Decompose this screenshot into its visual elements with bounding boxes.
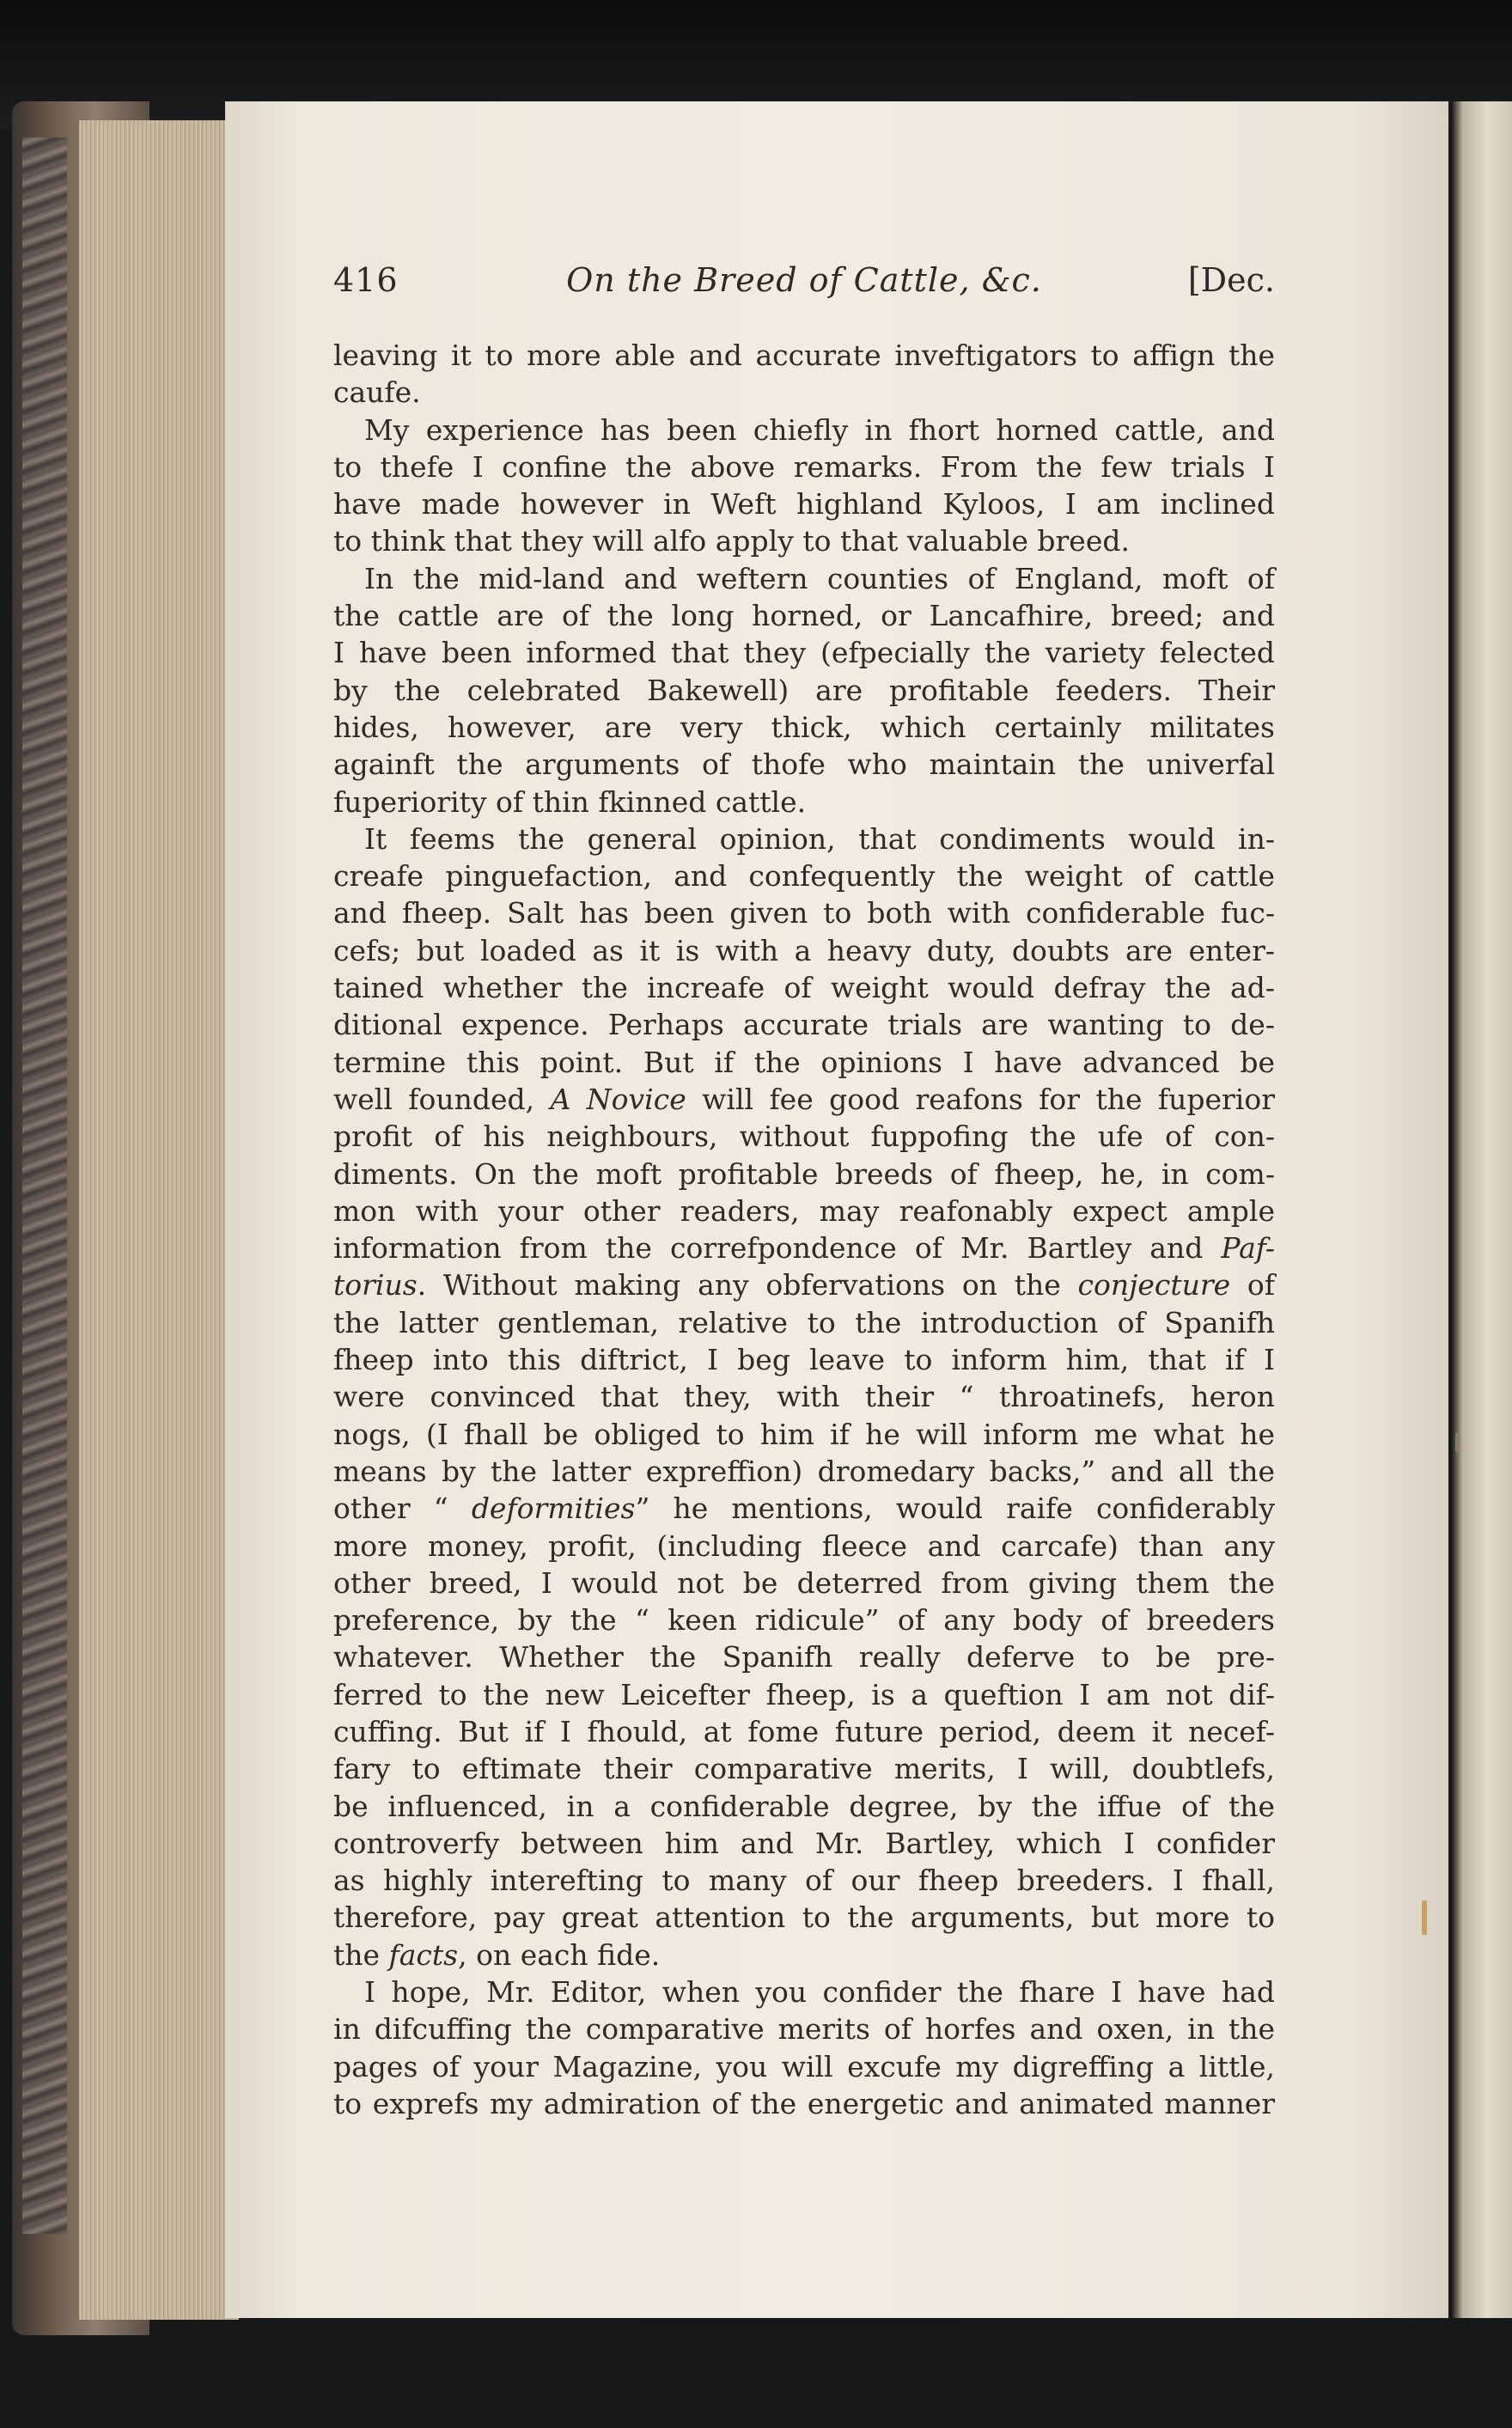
text-segment: information from the correfpondence of Mr. Bartley and — [333, 1231, 1222, 1266]
text-line: diments. On the moft profitable breeds of fheep, he, in com- — [333, 1156, 1275, 1191]
italic-text: facts — [388, 1937, 459, 1972]
italic-text: deformities — [471, 1492, 636, 1526]
page-stain — [1422, 1900, 1427, 1935]
text-line — [333, 1081, 1275, 1118]
text-line: againft the arguments of thofe who maintain the univerfal — [333, 747, 1275, 782]
running-header — [333, 258, 1275, 309]
text-line: ferred to the new Leicefter fheep, is a queftion I am not dif- — [333, 1677, 1275, 1711]
italic-text: A Novice — [550, 1082, 686, 1116]
text-line: fheep into this diftrict, I beg leave to inform him, that if I — [333, 1343, 1275, 1377]
text-segment: ” he mentions, would raife confiderably — [635, 1492, 1275, 1526]
text-line: therefore, pay great attention to the arguments, but more to — [333, 1900, 1275, 1935]
text-segment: of — [1230, 1268, 1275, 1302]
text-line: the cattle are of the long horned, or Lancafhire, breed; and — [333, 599, 1275, 633]
text-line: have made however in Weft highland Kyloos, I am inclined — [333, 487, 1275, 522]
text-line: fary to eftimate their comparative merits, I will, doubtlefs, — [333, 1752, 1275, 1786]
text-line: nogs, (I fhall be obliged to him if he will inform me what he — [333, 1417, 1275, 1451]
text-line: leaving it to more able and accurate inveftigators to affign the — [333, 339, 1275, 372]
text-line: whatever. Whether the Spanifh really deferve to be pre- — [333, 1640, 1275, 1675]
text-line: hides, however, are very thick, which certainly militates — [333, 710, 1275, 744]
text-segment: will fee good reafons for the fuperior — [686, 1082, 1275, 1116]
text-line: be influenced, in a confiderable degree, by the iffue of the — [333, 1789, 1275, 1823]
text-line: more money, profit, (including fleece and carcafe) than any — [333, 1528, 1275, 1563]
text-line: the latter gentleman, relative to the introduction of Spanifh — [333, 1305, 1275, 1339]
text-segment: well founded, — [333, 1082, 551, 1116]
facing-page-edge — [1452, 101, 1512, 2318]
text-line: I hope, Mr. Editor, when you confider the fhare I have had — [364, 1975, 1275, 2010]
body-text — [333, 337, 1275, 2122]
italic-text: Paf- — [1221, 1231, 1275, 1266]
page-stain — [1455, 1433, 1459, 1452]
text-line: termine this point. But if the opinions I have advanced be — [333, 1045, 1275, 1079]
text-line: in difcuffing the comparative merits of horfes and oxen, in the — [333, 2012, 1275, 2047]
text-line: preference, by the “ keen ridicule” of any body of breeders — [333, 1603, 1275, 1638]
text-line: In the mid-land and weftern counties of England, moft of — [364, 561, 1275, 595]
text-line: My experience has been chiefly in fhort horned cattle, and — [364, 412, 1275, 447]
running-title: On the Breed of Cattle, &c. — [566, 261, 1042, 299]
text-line: I have been informed that they (efpecially the variety felected — [333, 636, 1275, 670]
text-line — [333, 1229, 1275, 1266]
text-line: profit of his neighbours, without fuppofing the ufe of con- — [333, 1119, 1275, 1154]
text-line: ditional expence. Perhaps accurate trials are wanting to de- — [333, 1008, 1275, 1042]
text-line: by the celebrated Bakewell) are profitable feeders. Their — [333, 673, 1275, 707]
text-line: pages of your Magazine, you will excufe my digreffing a little, — [333, 2049, 1275, 2083]
page-edges — [79, 120, 239, 2320]
text-line — [333, 1266, 1275, 1303]
header-month: [Dec. — [1187, 261, 1275, 299]
text-line: cefs; but loaded as it is with a heavy duty, doubts are enter- — [333, 933, 1275, 967]
page-number: 416 — [333, 261, 399, 299]
text-line: and fheep. Salt has been given to both with confiderable fuc- — [333, 896, 1275, 930]
text-line: caufe. — [333, 375, 421, 410]
text-line: as highly interefting to many of our fheep breeders. I fhall, — [333, 1864, 1275, 1898]
text-line — [333, 1490, 1275, 1527]
text-line: cuffing. But if I fhould, at fome future period, deem it necef- — [333, 1714, 1275, 1748]
text-line: tained whether the increafe of weight would defray the ad- — [333, 971, 1275, 1005]
text-line: mon with your other readers, may reafonably expect ample — [333, 1193, 1275, 1228]
italic-text: conjecture — [1077, 1268, 1231, 1302]
text-segment: . Without making any obfervations on the — [417, 1268, 1078, 1302]
text-line: means by the latter expreffion) dromedary backs,” and all the — [333, 1454, 1275, 1488]
text-line: It feems the general opinion, that condiments would in- — [364, 821, 1275, 856]
text-line: to thefe I confine the above remarks. From the few trials I — [333, 449, 1275, 484]
text-line — [333, 1937, 1275, 1974]
text-line: creafe pinguefaction, and confequently the weight of cattle — [333, 859, 1275, 894]
text-segment: the — [333, 1937, 389, 1972]
text-segment: other “ — [333, 1492, 472, 1526]
italic-text: torius — [333, 1268, 418, 1302]
text-line: controverfy between him and Mr. Bartley, which I confider — [333, 1826, 1275, 1860]
text-segment: , on each fide. — [458, 1937, 661, 1972]
text-line: other breed, I would not be deterred from giving them the — [333, 1565, 1275, 1600]
text-line: fuperiority of thin fkinned cattle. — [333, 784, 807, 819]
cover-marbling — [22, 137, 67, 2234]
text-line: to exprefs my admiration of the energetic and animated manner — [333, 2086, 1275, 2120]
text-line: to think that they will alfo apply to that valuable breed. — [333, 524, 1130, 558]
text-line: were convinced that they, with their “ throatinefs, heron — [333, 1380, 1275, 1414]
